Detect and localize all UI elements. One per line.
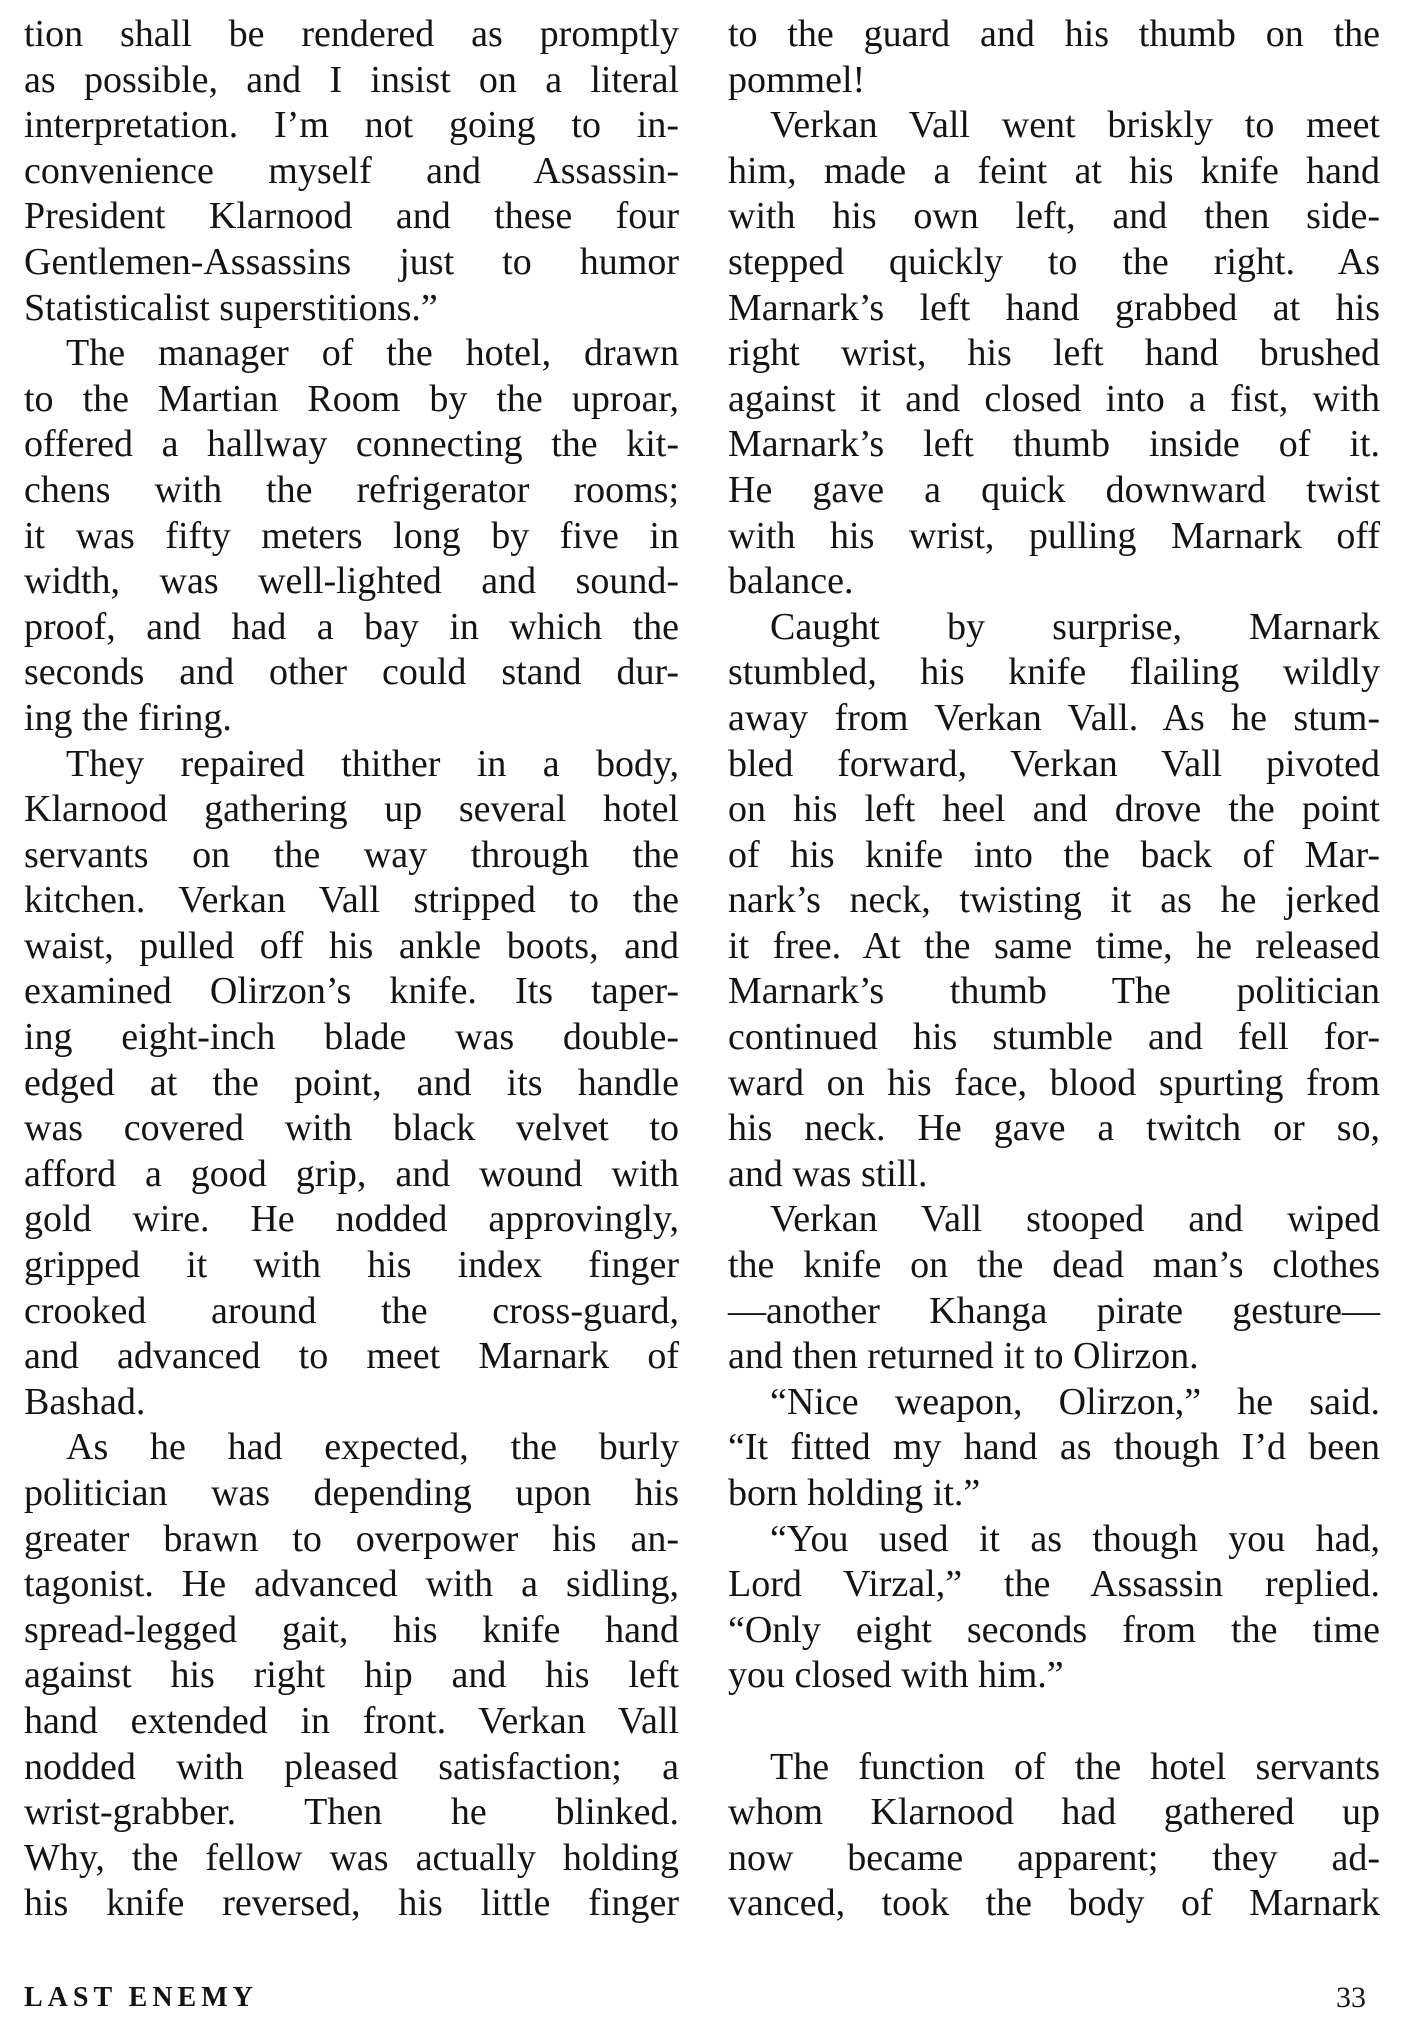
text-line: nodded with pleased satisfaction; a — [24, 1745, 679, 1788]
text-line: his knife reversed, his little finger — [24, 1882, 679, 1925]
text-line: afford a good grip, and wound with — [24, 1152, 679, 1195]
text-line: bled forward, Verkan Vall pivoted — [728, 742, 1380, 785]
text-line: spread-legged gait, his knife hand — [24, 1608, 679, 1651]
text-line: Klarnood gathering up several hotel — [24, 788, 679, 831]
text-line: ing eight-inch blade was double- — [24, 1016, 679, 1059]
text-line: of his knife into the back of Mar- — [728, 833, 1380, 876]
text-line: Lord Virzal,” the Assassin replied. — [728, 1563, 1380, 1606]
text-line: against his right hip and his left — [24, 1654, 679, 1697]
text-line: edged at the point, and its handle — [24, 1061, 679, 1104]
text-line: it was fifty meters long by five in — [24, 514, 679, 557]
text-line: ing the firing. — [24, 696, 232, 739]
text-line: with his own left, and then side- — [728, 195, 1380, 238]
running-head: LAST ENEMY — [24, 1982, 258, 2013]
text-line: seconds and other could stand dur- — [24, 651, 679, 694]
text-line: The function of the hotel servants — [770, 1745, 1380, 1788]
text-line: Caught by surprise, Marnark — [770, 605, 1380, 648]
text-line: wrist-grabber. Then he blinked. — [24, 1791, 679, 1834]
text-line: on his left heel and drove the point — [728, 788, 1380, 831]
text-line: Verkan Vall went briskly to meet — [770, 104, 1380, 147]
text-line: continued his stumble and fell for- — [728, 1016, 1380, 1059]
text-line: kitchen. Verkan Vall stripped to the — [24, 879, 679, 922]
text-line: Marnark’s thumb The politician — [728, 970, 1380, 1013]
text-line: gold wire. He nodded approvingly, — [24, 1198, 679, 1241]
text-line: Gentlemen-Assassins just to humor — [24, 240, 679, 283]
text-line: away from Verkan Vall. As he stum- — [728, 696, 1380, 739]
text-line: servants on the way through the — [24, 833, 679, 876]
text-line: examined Olirzon’s knife. Its taper- — [24, 970, 679, 1013]
text-line: was covered with black velvet to — [24, 1107, 679, 1150]
text-line: offered a hallway connecting the kit- — [24, 423, 679, 466]
text-line: crooked around the cross-guard, — [24, 1289, 679, 1332]
text-line: now became apparent; they ad- — [728, 1836, 1380, 1879]
text-line: stepped quickly to the right. As — [728, 240, 1380, 283]
left-text-column — [24, 12, 679, 1927]
text-line: interpretation. I’m not going to in- — [24, 104, 679, 147]
text-line: and then returned it to Olirzon. — [728, 1335, 1199, 1378]
text-line: balance. — [728, 560, 854, 603]
text-line: vanced, took the body of Marnark — [728, 1882, 1380, 1925]
blank-line — [728, 1699, 1380, 1745]
text-line: his neck. He gave a twitch or so, — [728, 1107, 1380, 1150]
text-line: nark’s neck, twisting it as he jerked — [728, 879, 1380, 922]
text-line: “You used it as though you had, — [770, 1517, 1380, 1560]
text-line: against it and closed into a fist, with — [728, 377, 1380, 420]
text-line: hand extended in front. Verkan Vall — [24, 1699, 679, 1742]
text-line: politician was depending upon his — [24, 1472, 679, 1514]
text-line: Statisticalist superstitions.” — [24, 286, 438, 329]
text-line: waist, pulled off his ankle boots, and — [24, 924, 679, 967]
text-line: chens with the refrigerator rooms; — [24, 468, 679, 511]
text-line: Bashad. — [24, 1380, 146, 1423]
text-line: The manager of the hotel, drawn — [66, 332, 679, 375]
text-line: him, made a feint at his knife hand — [728, 149, 1380, 192]
page-number: 33 — [1336, 1981, 1366, 2014]
text-line: and was still. — [728, 1152, 928, 1195]
text-line: “Nice weapon, Olirzon,” he said. — [770, 1380, 1380, 1423]
text-line: He gave a quick downward twist — [728, 468, 1380, 511]
text-line: you closed with him.” — [728, 1654, 1064, 1697]
text-line: Verkan Vall stooped and wiped — [770, 1198, 1380, 1241]
text-line: Marnark’s left hand grabbed at his — [728, 286, 1380, 329]
text-line: Why, the fellow was actually holding — [24, 1836, 679, 1879]
right-text-column — [728, 12, 1380, 1927]
text-line: They repaired thither in a body, — [66, 742, 679, 785]
text-line: tion shall be rendered as promptly — [24, 13, 679, 55]
text-line: to the guard and his thumb on the — [728, 13, 1380, 55]
text-line: President Klarnood and these four — [24, 195, 679, 238]
text-line: with his wrist, pulling Marnark off — [728, 514, 1380, 557]
text-line: tagonist. He advanced with a sidling, — [24, 1563, 679, 1606]
text-line: convenience myself and Assassin- — [24, 149, 679, 192]
text-line: pommel! — [728, 58, 866, 101]
text-line: to the Martian Room by the uproar, — [24, 377, 679, 420]
text-line: —another Khanga pirate gesture— — [728, 1289, 1380, 1332]
page-footer — [0, 1978, 1404, 2018]
text-line: whom Klarnood had gathered up — [728, 1791, 1380, 1834]
text-line: “Only eight seconds from the time — [728, 1608, 1380, 1651]
text-line: and advanced to meet Marnark of — [24, 1335, 679, 1378]
text-line: ward on his face, blood spurting from — [728, 1061, 1380, 1104]
text-line: proof, and had a bay in which the — [24, 605, 679, 648]
text-line: width, was well-lighted and sound- — [24, 560, 679, 603]
text-line: born holding it.” — [728, 1472, 981, 1514]
text-line: Marnark’s left thumb inside of it. — [728, 423, 1380, 466]
text-line: As he had expected, the burly — [66, 1426, 679, 1469]
text-line: the knife on the dead man’s clothes — [728, 1244, 1380, 1287]
text-line: stumbled, his knife flailing wildly — [728, 651, 1380, 694]
text-line: it free. At the same time, he released — [728, 924, 1380, 967]
text-line: gripped it with his index finger — [24, 1244, 679, 1287]
text-line: greater brawn to overpower his an- — [24, 1517, 679, 1560]
text-line: right wrist, his left hand brushed — [728, 332, 1380, 375]
text-line: as possible, and I insist on a literal — [24, 58, 679, 101]
text-line: “It fitted my hand as though I’d been — [728, 1426, 1380, 1469]
